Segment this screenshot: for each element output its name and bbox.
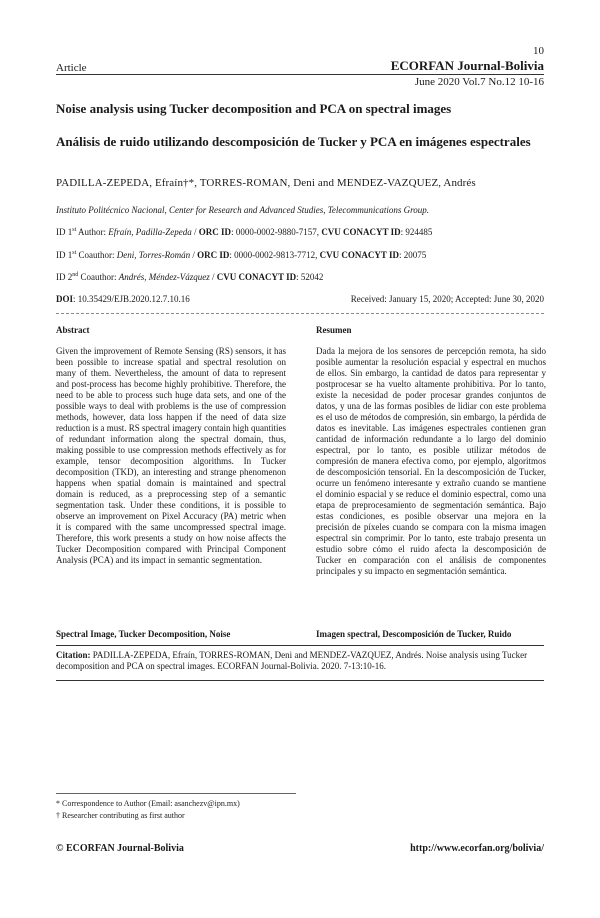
received-accepted: Received: January 15, 2020; Accepted: June 30, 2020 [350, 294, 544, 304]
footnote-rule [56, 793, 296, 794]
id-line-coauthor-2: ID 2nd Coauthor: Andrés, Méndez-Vázquez / CVU CONACYT ID: 52042 [56, 272, 324, 282]
keywords-rule [56, 645, 544, 646]
footer-url[interactable]: http://www.ecorfan.org/bolivia/ [410, 843, 544, 854]
doi-rule [56, 313, 544, 314]
resumen-text: Dada la mejora de los sensores de percepción remota, ha sido posible aumentar la resolución espacial y espectral en muchos de ellos. Sin embargo, la cantidad de datos para representar y postprocesar se ha vuelto altamente prohibitiva. Por lo tanto, existe la necesidad de poder procesar grandes conjuntos de datos, y una de las formas posibles de lidiar con este problema es el uso de métodos de compresión, sin embargo, la pérdida de datos es inevitable. Las imágenes espectrales contienen gran cantidad de información redundante a lo largo del dominio espectral, por lo tanto, es posible utilizar métodos de compresión de manera efectiva como, por ejemplo, algoritmos de descomposición tensorial. En la descomposición de Tucker, ocurre un fenómeno interesante y extraño cuando se mantiene el dominio espacial y se reduce el dominio espectral, como una etapa de preprocesamiento de segmentación semántica. Bajo estas condiciones, es posible observar una mejora en la precisión de píxeles cuando se compara con la misma imagen espectral sin comprimir. Por lo tanto, este trabajo presenta un estudio sobre cómo el ruido afecta la descomposición de Tucker en comparación con el análisis de componentes principales y su impacto en segmentación semántica. [316, 346, 546, 576]
article-label: Article [56, 62, 87, 74]
authors: PADILLA-ZEPEDA, Efraín†*, TORRES-ROMAN, Deni and MENDEZ-VAZQUEZ, Andrés [56, 177, 476, 189]
footnote-first-author: † Researcher contributing as first author [56, 811, 185, 820]
issue-info: June 2020 Vol.7 No.12 10-16 [414, 76, 544, 88]
title-english: Noise analysis using Tucker decomposition and PCA on spectral images [56, 101, 452, 116]
resumen-keywords: Imagen spectral, Descomposición de Tucker, Ruido [316, 629, 512, 639]
abstract-keywords: Spectral Image, Tucker Decomposition, Noise [56, 629, 231, 639]
title-spanish: Análisis de ruido utilizando descomposición de Tucker y PCA en imágenes espectrales [56, 134, 531, 149]
citation-rule [56, 680, 544, 681]
abstract-heading: Abstract [56, 325, 90, 335]
footer-copyright: © ECORFAN Journal-Bolivia [56, 843, 184, 854]
id-line-coauthor-1: ID 1st Coauthor: Deni, Torres-Román / ORC ID: 0000-0002-9813-7712, CVU CONACYT ID: 20075 [56, 250, 427, 260]
abstract-text: Given the improvement of Remote Sensing (RS) sensors, it has been possible to increase spatial and spectral resolution on many of them. Nevertheless, the amount of data to represent and post-process has become highly prohibitive. Therefore, the need to be able to process such huge data sets, and one of the possible ways to deal with problems is the use of compression methods, however, data loss happen if the need of data size reduction is a must. RS spectral imagery contain high quantities of redundant information along the spectral domain, thus, making possible to use compression methods effectively as for example, tensor decomposition algorithms. In Tucker decomposition (TKD), an interesting and strange phenomenon happens when spatial domain is maintained and spectral domain is reduced, as a preprocessing step of a semantic segmentation task. Under these conditions, it is possible to observe an improvement on Pixel Accuracy (PA) metric when it is compared with the same uncompressed spectral image. Therefore, this work presents a study on how noise affects the Tucker Decomposition compared with Principal Component Analysis (PCA) and its impact in semantic segmentation. [56, 346, 286, 565]
page-number: 10 [533, 45, 544, 57]
citation: Citation: PADILLA-ZEPEDA, Efraín, TORRES-ROMAN, Deni and MENDEZ-VAZQUEZ, Andrés. Noise analysis using Tucker decomposition and PCA on spectral images. ECORFAN Journal-Bolivia. 2020. 7-13:10-16. [56, 650, 528, 671]
journal-name: ECORFAN Journal-Bolivia [390, 58, 544, 73]
affiliation: Instituto Politécnico Nacional, Center for Research and Advanced Studies, Telecommunications Group. [56, 205, 430, 215]
footnote-correspondence: * Correspondence to Author (Email: asanchezv@ipn.mx) [56, 799, 240, 808]
id-line-author: ID 1st Author: Efraín, Padilla-Zepeda / ORC ID: 0000-0002-9880-7157, CVU CONACYT ID: 924485 [56, 227, 433, 237]
doi[interactable]: DOI: 10.35429/EJB.2020.12.7.10.16 [56, 294, 190, 304]
header-rule [56, 74, 544, 75]
resumen-heading: Resumen [316, 325, 352, 335]
